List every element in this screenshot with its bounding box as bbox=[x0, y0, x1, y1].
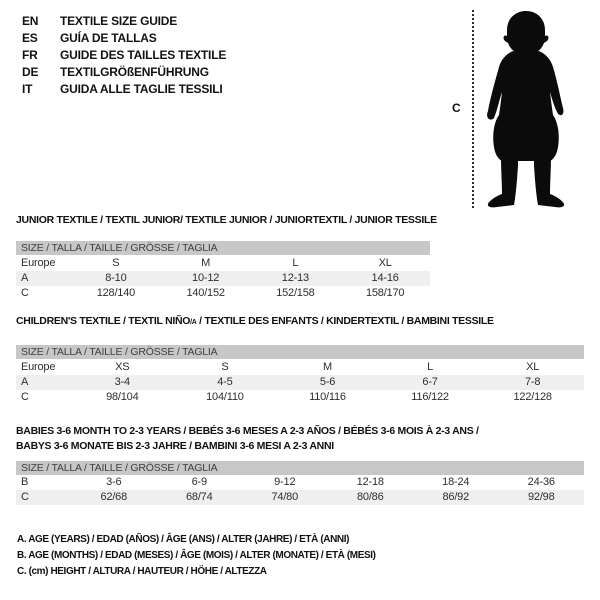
table-cell: 14-16 bbox=[371, 272, 399, 284]
language-row-fr bbox=[22, 47, 226, 64]
language-code: EN bbox=[22, 14, 39, 28]
section-title-children bbox=[16, 315, 494, 329]
table-cell: M bbox=[323, 361, 332, 373]
table-cell: 6-7 bbox=[422, 376, 438, 388]
language-label: GUIDA ALLE TAGLIE TESSILI bbox=[60, 82, 223, 96]
table-cell: 10-12 bbox=[192, 272, 220, 284]
language-label: GUÍA DE TALLAS bbox=[60, 31, 157, 45]
table-cell: 6-9 bbox=[191, 476, 207, 488]
table-row bbox=[16, 390, 584, 405]
row-label: A bbox=[21, 272, 29, 284]
language-label: GUIDE DES TAILLES TEXTILE bbox=[60, 48, 227, 62]
table-cell: 62/68 bbox=[100, 491, 128, 503]
table-cell: XS bbox=[115, 361, 130, 373]
language-code: ES bbox=[22, 31, 38, 45]
size-table-junior bbox=[16, 241, 430, 301]
table-row bbox=[16, 475, 584, 490]
language-code: DE bbox=[22, 65, 39, 79]
table-cell: 116/122 bbox=[411, 391, 449, 403]
row-label: A bbox=[21, 376, 29, 388]
table-cell: 122/128 bbox=[513, 391, 552, 403]
table-cell: L bbox=[427, 361, 434, 373]
footnote-c: C. (cm) HEIGHT / ALTURA / HAUTEUR / HÖHE / ALTEZZA bbox=[17, 566, 267, 577]
table-cell: 12-18 bbox=[356, 476, 384, 488]
table-cell: 8-10 bbox=[105, 272, 127, 284]
row-label: B bbox=[21, 476, 29, 488]
table-row bbox=[16, 490, 584, 505]
baby-silhouette-icon bbox=[481, 8, 571, 208]
language-row-es bbox=[22, 30, 226, 47]
table-row bbox=[16, 286, 430, 301]
table-row bbox=[16, 271, 430, 286]
language-row-de bbox=[22, 64, 226, 81]
language-legend bbox=[22, 13, 226, 98]
table-row bbox=[16, 375, 584, 390]
row-label: C bbox=[21, 391, 29, 403]
footnote-a: A. AGE (YEARS) / EDAD (AÑOS) / ÂGE (ANS) / ALTER (JAHRE) / ETÀ (ANNI) bbox=[17, 534, 350, 545]
size-header-bar: SIZE / TALLA / TAILLE / GRÖSSE / TAGLIA bbox=[16, 461, 584, 475]
language-row-it bbox=[22, 81, 226, 98]
language-code: FR bbox=[22, 48, 38, 62]
size-table-babies bbox=[16, 461, 584, 505]
table-cell: 24-36 bbox=[527, 476, 555, 488]
footnote-b: B. AGE (MONTHS) / EDAD (MESES) / ÂGE (MOIS) / ALTER (MONATE) / ETÀ (MESI) bbox=[17, 550, 376, 561]
table-cell: S bbox=[221, 361, 229, 373]
table-row bbox=[16, 359, 584, 375]
language-label: TEXTILE SIZE GUIDE bbox=[60, 14, 178, 28]
row-label: C bbox=[21, 491, 29, 503]
row-label: Europe bbox=[21, 257, 56, 269]
table-cell: 7-8 bbox=[525, 376, 541, 388]
section-title-part: / TEXTILE DES ENFANTS / KINDERTEXTIL / BAMBINI TESSILE bbox=[196, 315, 494, 327]
table-cell: 80/86 bbox=[356, 491, 384, 503]
footnotes bbox=[17, 532, 376, 580]
table-cell: 5-6 bbox=[319, 376, 336, 388]
table-cell: S bbox=[112, 257, 120, 269]
table-cell: 9-12 bbox=[274, 476, 296, 488]
table-cell: 110/116 bbox=[309, 391, 346, 403]
section-title-part: CHILDREN'S TEXTILE / TEXTIL NIÑO bbox=[16, 315, 191, 327]
table-cell: 86/92 bbox=[442, 491, 470, 503]
language-label: TEXTILGRÖßENFÜHRUNG bbox=[60, 65, 209, 79]
language-code: IT bbox=[22, 82, 33, 96]
height-measure-line bbox=[472, 10, 474, 208]
table-cell: 140/152 bbox=[186, 287, 225, 299]
size-table-children bbox=[16, 345, 584, 405]
table-cell: 92/98 bbox=[527, 491, 555, 503]
table-cell: 128/140 bbox=[96, 287, 136, 299]
table-cell: 3-4 bbox=[114, 376, 130, 388]
table-cell: 158/170 bbox=[365, 287, 405, 299]
table-cell: M bbox=[201, 257, 211, 269]
section-title-babies-line1: BABIES 3-6 MONTH TO 2-3 YEARS / BEBÉS 3-6 MESES A 2-3 AÑOS / BÉBÉS 3-6 MOIS À 2-3 ANS / bbox=[16, 425, 479, 437]
table-cell: XL bbox=[526, 361, 540, 373]
table-cell: 18-24 bbox=[442, 476, 470, 488]
table-cell: 74/80 bbox=[271, 491, 299, 503]
table-cell: L bbox=[292, 257, 299, 269]
section-title-subscript: /A bbox=[190, 319, 197, 326]
table-cell: 152/158 bbox=[276, 287, 315, 299]
row-label: Europe bbox=[21, 361, 56, 373]
language-row-en bbox=[22, 13, 226, 30]
table-row bbox=[16, 255, 430, 271]
height-label-c: C bbox=[452, 101, 461, 115]
table-cell: 104/110 bbox=[206, 391, 244, 403]
size-header-bar: SIZE / TALLA / TAILLE / GRÖSSE / TAGLIA bbox=[16, 241, 430, 255]
section-title-junior: JUNIOR TEXTILE / TEXTIL JUNIOR/ TEXTILE JUNIOR / JUNIORTEXTIL / JUNIOR TESSILE bbox=[16, 214, 437, 226]
table-cell: 4-5 bbox=[217, 376, 233, 388]
table-cell: 98/104 bbox=[106, 391, 139, 403]
table-cell: 68/74 bbox=[185, 491, 213, 503]
table-cell: 12-13 bbox=[281, 272, 309, 284]
table-cell: 3-6 bbox=[106, 476, 122, 488]
row-label: C bbox=[21, 287, 29, 299]
table-cell: XL bbox=[378, 257, 392, 269]
section-title-babies-line2: BABYS 3-6 MONATE BIS 2-3 JAHRE / BAMBINI 3-6 MESI A 2-3 ANNI bbox=[16, 440, 334, 452]
size-header-bar: SIZE / TALLA / TAILLE / GRÖSSE / TAGLIA bbox=[16, 345, 584, 359]
